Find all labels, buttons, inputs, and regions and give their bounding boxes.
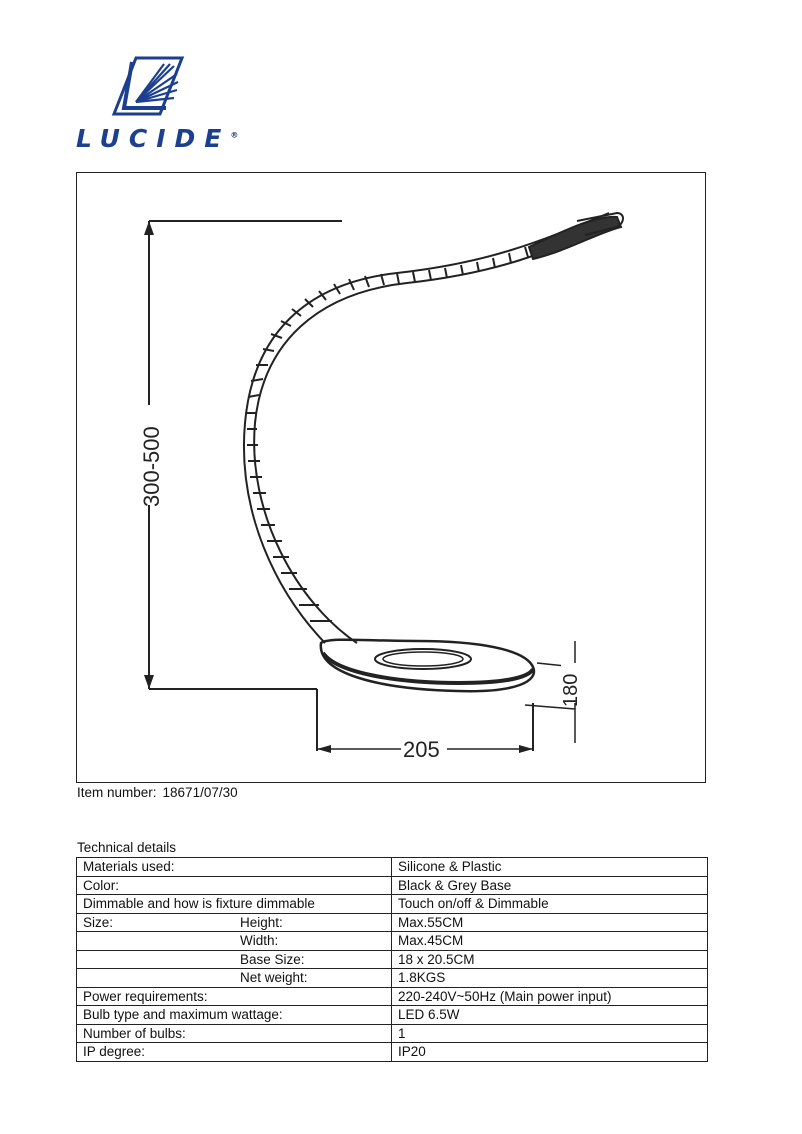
spec-label: Size: xyxy=(77,913,235,932)
spec-value: Black & Grey Base xyxy=(392,876,708,895)
spec-value: 18 x 20.5CM xyxy=(392,950,708,969)
spec-sublabel: Base Size: xyxy=(234,950,392,969)
spec-label: Bulb type and maximum wattage: xyxy=(77,1006,392,1025)
spec-value: 220-240V~50Hz (Main power input) xyxy=(392,987,708,1006)
spec-label: Dimmable and how is fixture dimmable xyxy=(77,895,392,914)
spec-label xyxy=(77,950,235,969)
brand-wordmark: LUCIDE® xyxy=(76,124,239,153)
item-number-label: Item number: xyxy=(77,785,157,800)
spec-sublabel: Net weight: xyxy=(234,969,392,988)
spec-value: LED 6.5W xyxy=(392,1006,708,1025)
spec-value: Silicone & Plastic xyxy=(392,858,708,877)
spec-sublabel: Width: xyxy=(234,932,392,951)
spec-value: 1 xyxy=(392,1024,708,1043)
technical-details-title: Technical details xyxy=(77,840,177,855)
table-row xyxy=(77,932,708,951)
spec-value: 1.8KGS xyxy=(392,969,708,988)
spec-label: Power requirements: xyxy=(77,987,392,1006)
spec-label xyxy=(77,932,235,951)
spec-value: IP20 xyxy=(392,1043,708,1062)
table-row xyxy=(77,987,708,1006)
spec-value: Max.55CM xyxy=(392,913,708,932)
table-row xyxy=(77,950,708,969)
table-row xyxy=(77,858,708,877)
spec-value: Touch on/off & Dimmable xyxy=(392,895,708,914)
table-row xyxy=(77,1024,708,1043)
item-number-value: 18671/07/30 xyxy=(162,785,238,800)
item-number xyxy=(77,785,238,800)
table-row xyxy=(77,895,708,914)
table-row xyxy=(77,1043,708,1062)
technical-details-table xyxy=(76,857,708,1062)
spec-sublabel: Height: xyxy=(234,913,392,932)
table-row xyxy=(77,1006,708,1025)
spec-value: Max.45CM xyxy=(392,932,708,951)
product-drawing-frame xyxy=(76,172,706,783)
dim-height-label: 300-500 xyxy=(139,426,164,507)
table-row xyxy=(77,876,708,895)
table-row xyxy=(77,913,708,932)
spec-label: Color: xyxy=(77,876,392,895)
spec-label: Materials used: xyxy=(77,858,392,877)
spec-label: Number of bulbs: xyxy=(77,1024,392,1043)
spec-label xyxy=(77,969,235,988)
dim-base-label: 180 xyxy=(560,673,582,707)
dim-width-label: 205 xyxy=(403,737,440,762)
lamp-technical-drawing xyxy=(77,173,707,784)
table-row xyxy=(77,969,708,988)
spec-label: IP degree: xyxy=(77,1043,392,1062)
